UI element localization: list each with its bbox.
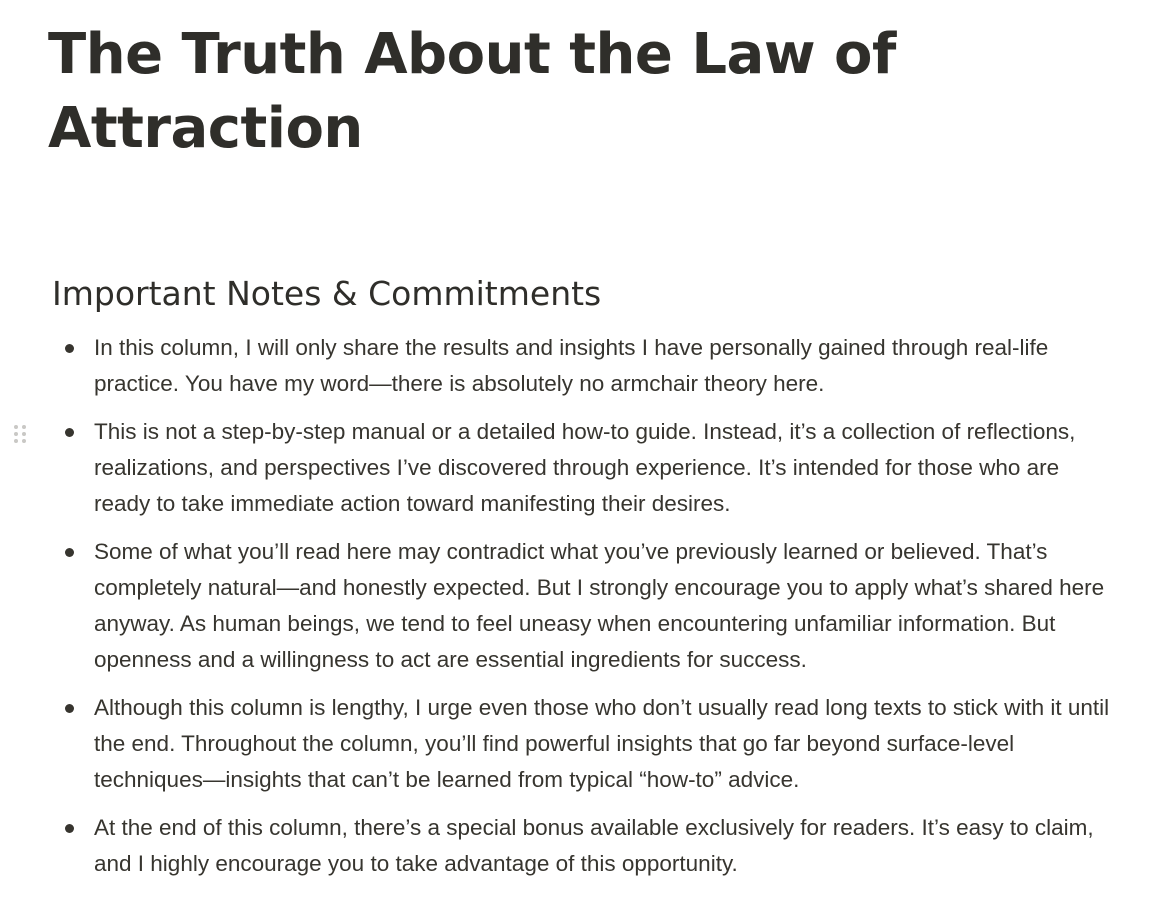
list-item-text[interactable]: Some of what you’ll read here may contradict what you’ve previously learned or believed. That’s completely natural—and honestly expected. But I strongly encourage you to apply what’s shared here anyway. As human beings, we tend to feel uneasy when encountering unfamiliar information. But openness and a willingness to act are essential ingredients for success. [94, 539, 1105, 672]
drag-handle-dot [22, 425, 26, 429]
bullet-dot-icon [65, 428, 74, 437]
drag-handle-dot [14, 439, 18, 443]
bullet-dot-icon [65, 824, 74, 833]
drag-handle-dot [22, 439, 26, 443]
drag-handle-icon[interactable] [14, 425, 26, 445]
list-item-text[interactable]: This is not a step-by-step manual or a detailed how-to guide. Instead, it’s a collection of reflections, realizations, and perspectives I’ve discovered through experience. It’s intended for those who are ready to take immediate action toward manifesting their desires. [94, 419, 1076, 516]
list-item[interactable] [0, 414, 1176, 522]
bullet-dot-icon [65, 704, 74, 713]
list-item[interactable] [0, 810, 1176, 882]
section-heading[interactable]: Important Notes & Commitments [52, 274, 602, 313]
list-item[interactable] [0, 534, 1176, 678]
list-item-text[interactable]: Although this column is lengthy, I urge even those who don’t usually read long texts to stick with it until the end. Throughout the column, you’ll find powerful insights that go far beyond surface-level techniques—insights that can’t be learned from typical “how-to” advice. [94, 695, 1110, 792]
list-item-text[interactable]: In this column, I will only share the results and insights I have personally gained through real-life practice. You have my word—there is absolutely no armchair theory here. [94, 335, 1049, 396]
bullet-dot-icon [65, 548, 74, 557]
drag-handle-dot [14, 432, 18, 436]
list-item[interactable] [0, 330, 1176, 402]
drag-handle-dot [22, 432, 26, 436]
list-item[interactable] [0, 690, 1176, 798]
notes-list [0, 330, 1176, 894]
page-title[interactable]: The Truth About the Law of Attraction [48, 22, 896, 161]
drag-handle-dot [14, 425, 18, 429]
list-item-text[interactable]: At the end of this column, there’s a special bonus available exclusively for readers. It’s easy to claim, and I highly encourage you to take advantage of this opportunity. [94, 815, 1094, 876]
bullet-dot-icon [65, 344, 74, 353]
